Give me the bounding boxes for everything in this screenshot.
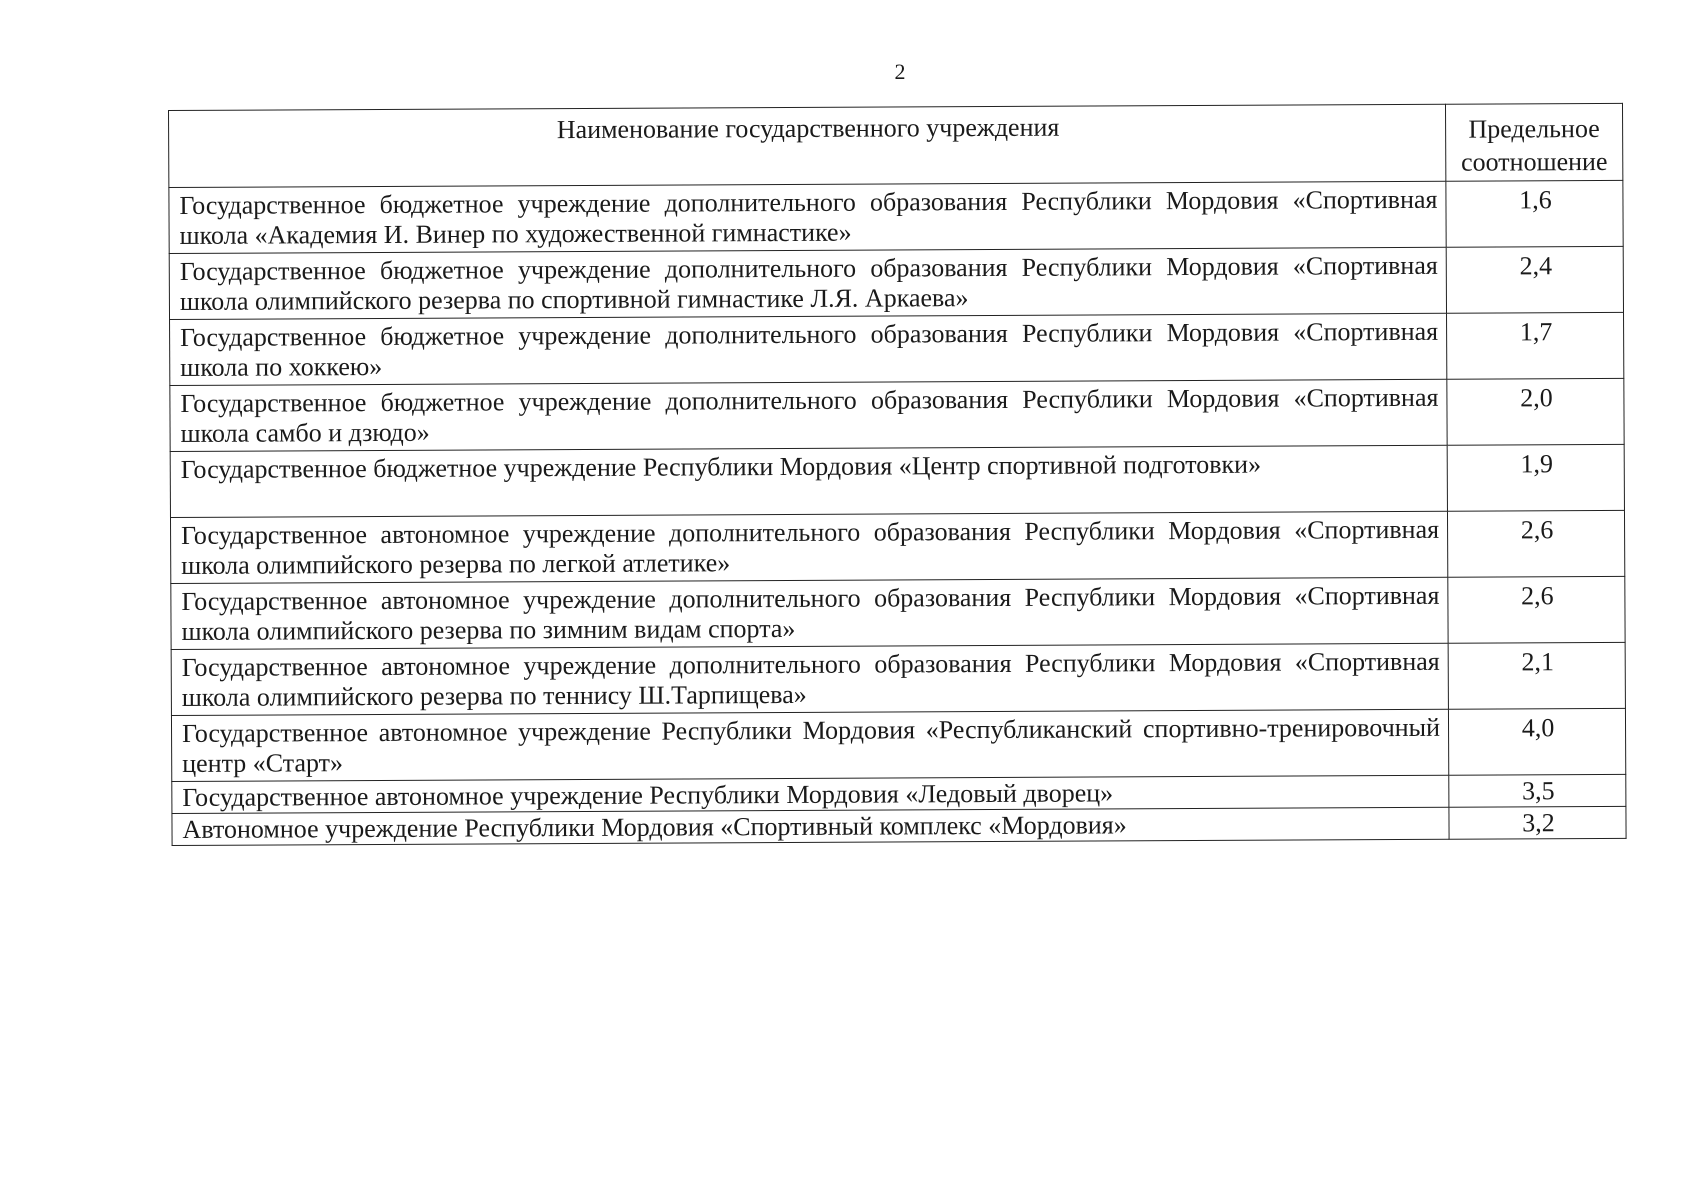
table-row bbox=[171, 708, 1625, 781]
table-row bbox=[170, 312, 1624, 385]
table-row bbox=[171, 642, 1625, 715]
header-institution-name: Наименование государственного учреждения bbox=[169, 104, 1446, 187]
institution-name-cell: Автономное учреждение Республики Мордовия «Спортивный комплекс «Мордовия» bbox=[172, 807, 1449, 845]
institution-name-cell: Государственное автономное учреждение Республики Мордовия «Республиканский спортивно-тренировочный центр «Старт» bbox=[171, 709, 1448, 781]
ratio-cell: 2,1 bbox=[1448, 642, 1625, 709]
table-header-row bbox=[169, 103, 1623, 187]
institution-name-cell: Государственное автономное учреждение дополнительного образования Республики Мордовия «Спортивная школа олимпийского резерва по зимним видам спорта» bbox=[171, 577, 1448, 649]
institution-name-cell: Государственное бюджетное учреждение дополнительного образования Республики Мордовия «Спортивная школа «Академия И. Винер по художественной гимнастике» bbox=[169, 181, 1446, 253]
institutions-ratio-table bbox=[168, 103, 1627, 846]
institution-name-cell: Государственное автономное учреждение дополнительного образования Республики Мордовия «Спортивная школа олимпийского резерва по теннису Ш.Тарпищева» bbox=[171, 643, 1448, 715]
ratio-cell: 4,0 bbox=[1448, 708, 1625, 775]
table-row bbox=[170, 378, 1624, 451]
institutions-table-container bbox=[168, 103, 1626, 846]
institution-name-cell: Государственное бюджетное учреждение дополнительного образования Республики Мордовия «Спортивная школа по хоккею» bbox=[170, 313, 1447, 385]
page-number: 2 bbox=[894, 59, 906, 84]
institution-name-cell: Государственное автономное учреждение дополнительного образования Республики Мордовия «Спортивная школа олимпийского резерва по легкой атлетике» bbox=[170, 511, 1447, 583]
table-row bbox=[172, 806, 1626, 845]
institution-name-cell: Государственное бюджетное учреждение дополнительного образования Республики Мордовия «Спортивная школа самбо и дзюдо» bbox=[170, 379, 1447, 451]
table-row bbox=[170, 444, 1624, 517]
ratio-cell: 1,7 bbox=[1447, 312, 1624, 379]
ratio-cell: 3,5 bbox=[1449, 774, 1626, 807]
ratio-cell: 1,9 bbox=[1447, 444, 1624, 511]
header-max-ratio: Предельное соотношение bbox=[1445, 103, 1622, 181]
institution-name-cell: Государственное автономное учреждение Республики Мордовия «Ледовый дворец» bbox=[172, 775, 1449, 813]
institution-name-cell: Государственное бюджетное учреждение дополнительного образования Республики Мордовия «Спортивная школа олимпийского резерва по спортивной гимнастике Л.Я. Аркаева» bbox=[169, 247, 1446, 319]
table-row bbox=[169, 180, 1623, 253]
table-row bbox=[171, 576, 1625, 649]
ratio-cell: 2,0 bbox=[1447, 378, 1624, 445]
table-row bbox=[170, 510, 1624, 583]
ratio-cell: 2,6 bbox=[1448, 576, 1625, 643]
institution-name-cell: Государственное бюджетное учреждение Республики Мордовия «Центр спортивной подготовки» bbox=[170, 445, 1447, 517]
ratio-cell: 2,6 bbox=[1447, 510, 1624, 577]
ratio-cell: 2,4 bbox=[1446, 246, 1623, 313]
ratio-cell: 1,6 bbox=[1446, 180, 1623, 247]
table-row bbox=[169, 246, 1623, 319]
ratio-cell: 3,2 bbox=[1449, 806, 1626, 839]
